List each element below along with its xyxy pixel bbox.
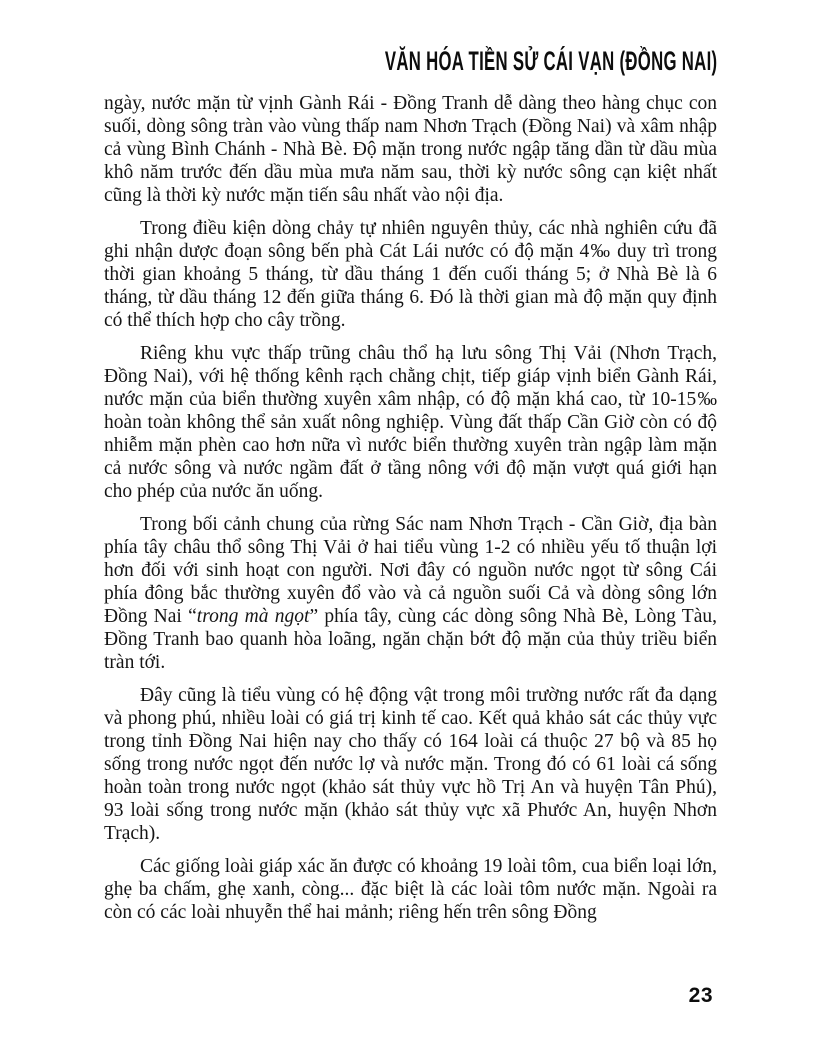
paragraph-3 (104, 342, 717, 503)
paragraph-5 (104, 684, 717, 845)
paragraph-6-text: Các giống loài giáp xác ăn được có khoảng 19 loài tôm, cua biển loại lớn, ghẹ ba chấm, ghẹ xanh, còng... đặc biệt là các loài tôm nước mặn. Ngoài ra còn có các loài nhuyễn thể hai mảnh; riêng hến trên sông Đồng (104, 856, 717, 923)
page-number: 23 (688, 984, 713, 1007)
paragraph-1-text: ngày, nước mặn từ vịnh Gành Rái - Đồng Tranh dễ dàng theo hàng chục con suối, dòng sông tràn vào vùng thấp nam Nhơn Trạch (Đồng Nai) và xâm nhập cả vùng Bình Chánh - Nhà Bè. Độ mặn trong nước ngập tăng dần từ dầu mùa khô năm trước đến dầu mùa mưa năm sau, thời kỳ nước sông cạn kiệt nhất cũng là thời kỳ nước mặn tiến sâu nhất vào nội địa. (104, 93, 717, 206)
page-body (104, 92, 717, 924)
paragraph-4-text-after-quote: ” phía tây, cùng các dòng sông Nhà Bè, Lòng Tàu, Đồng Tranh bao quanh hòa loãng, ngăn chặn bớt độ mặn của thủy triều biển tràn tới. (104, 606, 717, 673)
paragraph-4-quoted-phrase: trong mà ngọt (196, 606, 310, 627)
paragraph-4-text-before-quote: Trong bối cảnh chung của rừng Sác nam Nhơn Trạch - Cần Giờ, địa bàn phía tây châu thổ sông Thị Vải ở hai tiểu vùng 1-2 có nhiều yếu tố thuận lợi hơn đối với sinh hoạt con người. Nơi đây có nguồn nước ngọt từ sông Cái phía đông bắc thường xuyên đổ vào và cả nguồn suối Cả và dòng sông lớn Đồng Nai “ (104, 514, 717, 627)
paragraph-1 (104, 92, 717, 207)
paragraph-5-text: Đây cũng là tiểu vùng có hệ động vật trong môi trường nước rất đa dạng và phong phú, nhiều loài có giá trị kinh tế cao. Kết quả khảo sát các thủy vực trong tỉnh Đồng Nai hiện nay cho thấy có 164 loài cá thuộc 27 bộ và 85 họ sống trong nước ngọt đến nước lợ và nước mặn. Trong đó có 61 loài cá sống hoàn toàn trong nước ngọt (khảo sát thủy vực hồ Trị An và huyện Tân Phú), 93 loài sống trong nước mặn (khảo sát thủy vực xã Phước An, huyện Nhơn Trạch). (104, 685, 717, 844)
running-header (104, 46, 717, 76)
paragraph-2-text: Trong điều kiện dòng chảy tự nhiên nguyên thủy, các nhà nghiên cứu đã ghi nhận dược đoạn sông bến phà Cát Lái nước có độ mặn 4‰ duy trì trong thời gian khoảng 5 tháng, từ dầu tháng 1 đến cuối tháng 5; ở Nhà Bè là 6 tháng, từ dầu tháng 12 đến giữa tháng 6. Đó là thời gian mà độ mặn quy định có thể thích hợp cho cây trồng. (104, 218, 717, 331)
paragraph-6 (104, 855, 717, 924)
paragraph-2 (104, 217, 717, 332)
running-header-title: VĂN HÓA TIỀN SỬ CÁI VẠN (ĐỒNG NAI) (384, 46, 717, 76)
paragraph-4 (104, 513, 717, 674)
paragraph-3-text: Riêng khu vực thấp trũng châu thổ hạ lưu sông Thị Vải (Nhơn Trạch, Đồng Nai), với hệ thống kênh rạch chằng chịt, tiếp giáp vịnh biển Gành Rái, nước mặn của biển thường xuyên xâm nhập, có độ mặn khá cao, từ 10-15‰ hoàn toàn không thể sản xuất nông nghiệp. Vùng đất thấp Cần Giờ còn có độ nhiễm mặn phèn cao hơn nữa vì nước biển thường xuyên tràn ngập làm mặn cả nước sông và nước ngầm đất ở tầng nông với độ mặn vượt quá giới hạn cho phép của nước ăn uống. (104, 343, 717, 502)
